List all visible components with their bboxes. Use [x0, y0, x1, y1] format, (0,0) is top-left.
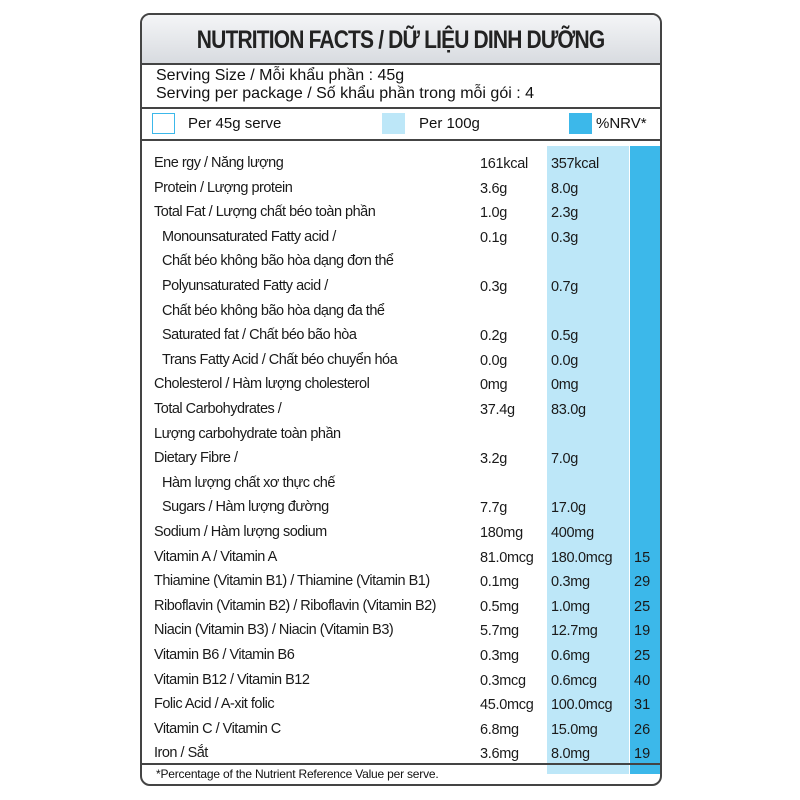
per-100g-value: 0mg — [551, 377, 579, 394]
per-100g-value: 0.7g — [551, 279, 579, 295]
nutrient-name: Vitamin A / Vitamin A — [154, 548, 277, 565]
table-row — [142, 569, 660, 594]
per-100g-value: 0.3g — [551, 229, 579, 246]
per-serve-value: 3.6mg — [480, 746, 519, 763]
footnote: *Percentage of the Nutrient Reference Value per serve. — [156, 767, 439, 781]
per-serve-value: 0.1mg — [480, 574, 519, 591]
nutrient-name: Dietary Fibre / — [154, 450, 238, 467]
per-100g-value: 17.0g — [551, 500, 586, 517]
per-100g-swatch — [382, 113, 405, 134]
nutrient-name: Polyunsaturated Fatty acid / — [162, 278, 328, 294]
per-serve-value: 81.0mcg — [480, 549, 534, 566]
nutrient-name: Chất béo không bão hòa dạng đa thể — [162, 302, 385, 319]
nutrient-name: Cholesterol / Hàm lượng cholesterol — [154, 376, 370, 393]
nrv-value: 40 — [634, 672, 651, 689]
per-serve-value: 0.2g — [480, 328, 508, 345]
per-100g-value: 0.6mcg — [551, 672, 597, 689]
legend-per-100g: Per 100g — [419, 115, 480, 132]
table-row — [142, 545, 660, 570]
divider — [142, 63, 660, 65]
table-row — [142, 692, 660, 717]
nutrient-name: Lượng carbohydrate toàn phần — [154, 425, 341, 442]
nutrient-name: Hàm lượng chất xơ thực chế — [162, 474, 335, 491]
column-legend — [142, 110, 660, 137]
per-serve-value: 0mg — [480, 377, 508, 394]
table-row — [142, 225, 660, 250]
nutrient-name: Protein / Lượng protein — [154, 179, 293, 196]
nutrient-name: Total Carbohydrates / — [154, 401, 282, 417]
table-row — [142, 446, 660, 471]
serving-size: Serving Size / Mỗi khẩu phần : 45g — [156, 67, 405, 84]
table-row — [142, 397, 660, 422]
table-row — [142, 422, 660, 447]
per-serve-value: 0.0g — [480, 352, 508, 369]
table-row — [142, 520, 660, 545]
per-100g-value: 12.7mg — [551, 623, 598, 640]
per-serve-value: 37.4g — [480, 402, 515, 418]
nrv-value: 29 — [634, 574, 651, 591]
per-serve-value: 0.1g — [480, 229, 508, 246]
table-row — [142, 249, 660, 274]
per-serve-value: 0.3mg — [480, 648, 519, 664]
nutrient-name: Folic Acid / A-xit folic — [154, 696, 275, 713]
table-row — [142, 471, 660, 496]
nutrient-name: Total Fat / Lượng chất béo toàn phần — [154, 204, 376, 221]
table-row — [142, 594, 660, 619]
nutrient-name: Trans Fatty Acid / Chất béo chuyển hóa — [162, 351, 398, 368]
nrv-value: 26 — [634, 721, 651, 738]
per-serve-value: 0.3g — [480, 279, 508, 295]
table-row — [142, 299, 660, 324]
per-100g-value: 180.0mcg — [551, 549, 613, 566]
per-100g-value: 400mg — [551, 525, 594, 541]
nutrient-name: Iron / Sắt — [154, 745, 208, 762]
table-row — [142, 274, 660, 299]
per-serve-value: 5.7mg — [480, 623, 519, 640]
per-serve-value: 7.7g — [480, 500, 508, 517]
per-100g-value: 0.3mg — [551, 574, 590, 591]
nutrient-name: Saturated fat / Chất béo bão hòa — [162, 327, 357, 344]
per-serve-value: 161kcal — [480, 156, 528, 172]
per-100g-value: 15.0mg — [551, 721, 598, 738]
per-serve-value: 6.8mg — [480, 721, 519, 738]
nutrient-name: Riboflavin (Vitamin B2) / Riboflavin (Vitamin B2) — [154, 597, 437, 614]
nutrient-name: Vitamin B12 / Vitamin B12 — [154, 671, 310, 688]
nutrient-name: Chất béo không bão hòa dạng đơn thể — [162, 253, 394, 270]
serving-per-package: Serving per package / Số khẩu phần trong mỗi gói : 4 — [156, 85, 535, 102]
nutrient-name: Niacin (Vitamin B3) / Niacin (Vitamin B3) — [154, 622, 394, 639]
divider — [142, 107, 660, 109]
divider — [142, 139, 660, 141]
per-serve-value: 0.5mg — [480, 598, 519, 615]
nrv-value: 25 — [634, 648, 651, 664]
nrv-value: 25 — [634, 598, 651, 615]
legend-nrv: %NRV* — [596, 115, 647, 132]
per-100g-value: 0.5g — [551, 328, 579, 345]
per-100g-value: 8.0g — [551, 180, 579, 197]
per-serve-value: 0.3mcg — [480, 672, 526, 689]
nrv-value: 19 — [634, 746, 651, 763]
per-100g-value: 100.0mcg — [551, 697, 613, 714]
per-100g-value: 83.0g — [551, 402, 586, 418]
nutrient-name: Sodium / Hàm lượng sodium — [154, 524, 327, 540]
nrv-value: 19 — [634, 623, 651, 640]
per-serve-value: 3.6g — [480, 180, 508, 197]
nutrient-name: Vitamin B6 / Vitamin B6 — [154, 647, 295, 663]
per-serve-value: 3.2g — [480, 451, 508, 468]
table-row — [142, 668, 660, 693]
label-title: NUTRITION FACTS / DỮ LIỆU DINH DƯỠNG — [197, 26, 605, 54]
per-100g-value: 2.3g — [551, 205, 579, 222]
nutrient-name: Sugars / Hàm lượng đường — [162, 499, 329, 516]
per-serve-value: 180mg — [480, 525, 523, 541]
table-row — [142, 372, 660, 397]
table-row — [142, 643, 660, 668]
nutrition-label — [140, 13, 662, 786]
per-serve-value: 45.0mcg — [480, 697, 534, 714]
table-row — [142, 348, 660, 373]
nutrient-name: Thiamine (Vitamin B1) / Thiamine (Vitamin B1) — [154, 573, 430, 590]
title-bar — [142, 15, 660, 63]
table-row — [142, 151, 660, 176]
per-100g-value: 1.0mg — [551, 598, 590, 615]
nrv-value: 31 — [634, 697, 651, 714]
per-serve-swatch — [152, 113, 175, 134]
nrv-value: 15 — [634, 549, 651, 566]
nutrient-name: Monounsaturated Fatty acid / — [162, 228, 336, 245]
table-row — [142, 323, 660, 348]
per-100g-value: 0.0g — [551, 352, 579, 369]
nutrient-name: Vitamin C / Vitamin C — [154, 720, 281, 737]
table-row — [142, 717, 660, 742]
per-100g-value: 7.0g — [551, 451, 579, 468]
per-100g-value: 0.6mg — [551, 648, 590, 664]
divider — [142, 763, 660, 765]
per-100g-value: 357kcal — [551, 156, 599, 172]
per-serve-value: 1.0g — [480, 205, 508, 222]
table-row — [142, 618, 660, 643]
per-100g-value: 8.0mg — [551, 746, 590, 763]
legend-per-serve: Per 45g serve — [188, 115, 282, 132]
nutrient-name: Ene rgy / Năng lượng — [154, 155, 284, 171]
nrv-swatch — [569, 113, 592, 134]
table-row — [142, 200, 660, 225]
table-row — [142, 176, 660, 201]
table-row — [142, 495, 660, 520]
